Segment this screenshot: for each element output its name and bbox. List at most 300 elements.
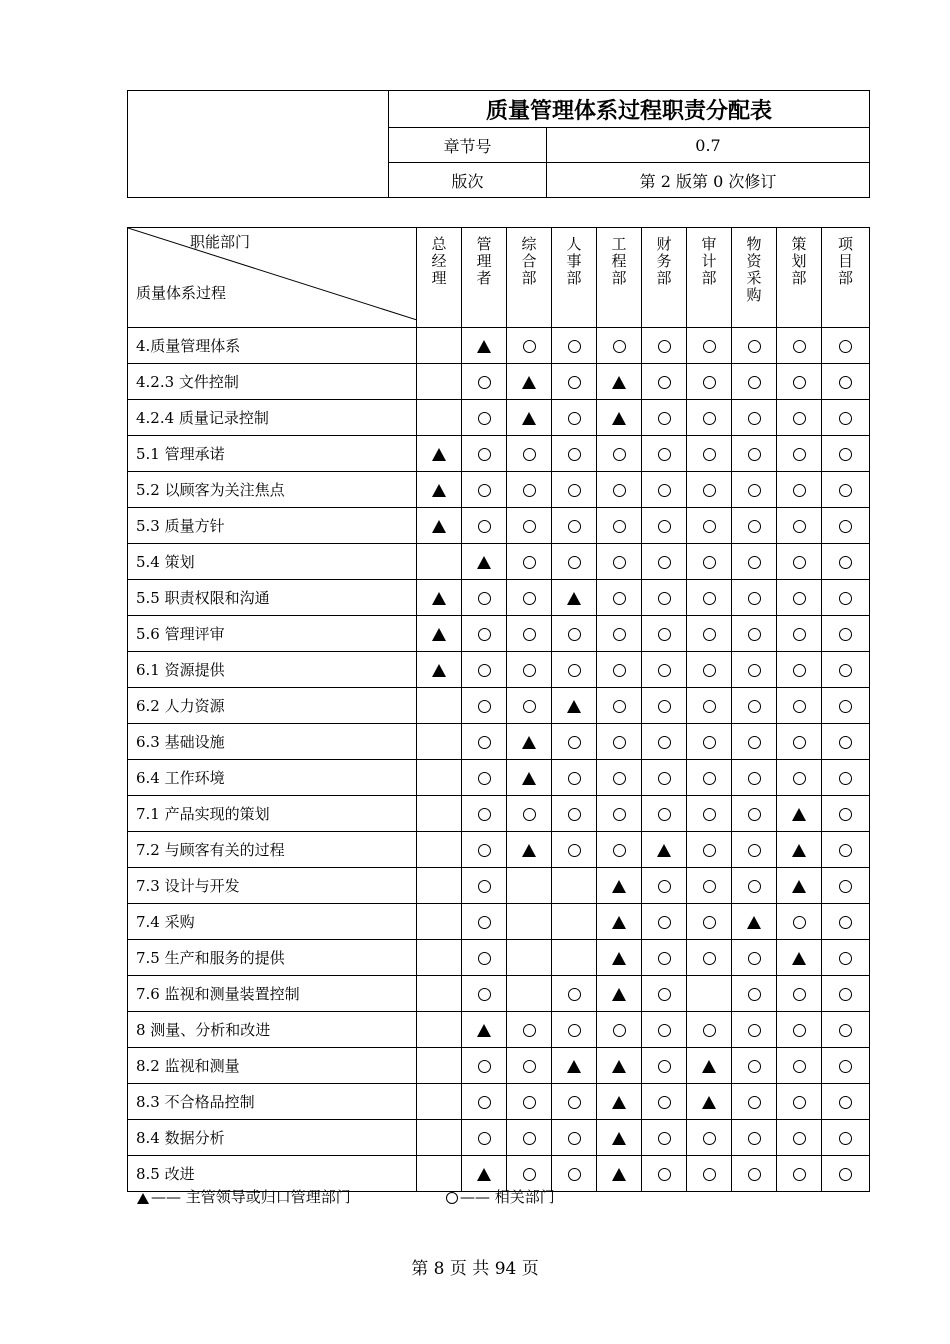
circle-icon	[703, 448, 716, 461]
circle-icon	[613, 592, 626, 605]
responsibility-cell	[417, 544, 462, 580]
responsibility-cell	[597, 688, 642, 724]
responsibility-cell	[462, 688, 507, 724]
circle-icon	[793, 556, 806, 569]
responsibility-cell	[732, 328, 777, 364]
version-label: 版次	[389, 163, 547, 198]
circle-icon	[613, 808, 626, 821]
circle-icon	[658, 556, 671, 569]
circle-icon	[523, 1060, 536, 1073]
triangle-icon	[612, 412, 626, 425]
responsibility-cell	[552, 760, 597, 796]
circle-icon	[839, 808, 852, 821]
process-name: 5.3 质量方针	[128, 508, 417, 544]
responsibility-cell	[507, 724, 552, 760]
responsibility-cell	[507, 1048, 552, 1084]
responsibility-cell	[507, 400, 552, 436]
circle-icon	[523, 1024, 536, 1037]
table-row	[128, 868, 870, 904]
circle-icon	[703, 916, 716, 929]
responsibility-cell	[822, 472, 870, 508]
department-name: 财务部	[656, 235, 672, 287]
circle-icon	[523, 1168, 536, 1181]
circle-icon	[703, 808, 716, 821]
department-header	[777, 228, 822, 328]
triangle-icon	[522, 844, 536, 857]
table-row	[128, 1084, 870, 1120]
circle-icon	[703, 1024, 716, 1037]
responsibility-cell	[462, 796, 507, 832]
circle-icon	[658, 340, 671, 353]
responsibility-cell	[642, 724, 687, 760]
responsibility-cell	[552, 652, 597, 688]
responsibility-cell	[597, 508, 642, 544]
circle-icon	[613, 484, 626, 497]
responsibility-cell	[642, 904, 687, 940]
responsibility-cell	[462, 940, 507, 976]
circle-icon	[748, 736, 761, 749]
responsibility-cell	[777, 400, 822, 436]
circle-icon	[748, 340, 761, 353]
circle-icon	[658, 952, 671, 965]
responsibility-cell	[417, 724, 462, 760]
logo-cell	[128, 91, 389, 198]
department-header	[687, 228, 732, 328]
circle-icon	[478, 952, 491, 965]
responsibility-cell	[687, 1012, 732, 1048]
triangle-icon	[612, 952, 626, 965]
process-name: 6.2 人力资源	[128, 688, 417, 724]
circle-icon	[658, 736, 671, 749]
responsibility-cell	[417, 976, 462, 1012]
circle-icon	[703, 880, 716, 893]
triangle-icon	[477, 556, 491, 569]
responsibility-cell	[507, 652, 552, 688]
process-name: 6.1 资源提供	[128, 652, 417, 688]
chapter-value: 0.7	[547, 128, 870, 163]
triangle-icon	[612, 1132, 626, 1145]
department-name: 综合部	[521, 235, 537, 287]
department-name: 物资采购	[746, 235, 762, 304]
circle-icon	[748, 412, 761, 425]
responsibility-cell	[462, 400, 507, 436]
circle-icon	[703, 844, 716, 857]
circle-icon	[793, 1060, 806, 1073]
responsibility-cell	[462, 724, 507, 760]
circle-icon	[478, 376, 491, 389]
responsibility-cell	[732, 364, 777, 400]
department-header	[597, 228, 642, 328]
circle-icon	[748, 880, 761, 893]
circle-icon	[478, 520, 491, 533]
responsibility-cell	[642, 832, 687, 868]
responsibility-cell	[732, 1084, 777, 1120]
responsibility-cell	[822, 796, 870, 832]
responsibility-cell	[462, 580, 507, 616]
circle-icon	[658, 1168, 671, 1181]
table-row	[128, 1120, 870, 1156]
responsibility-cell	[777, 652, 822, 688]
process-name: 8 测量、分析和改进	[128, 1012, 417, 1048]
table-row	[128, 796, 870, 832]
responsibility-cell	[822, 1120, 870, 1156]
department-header	[642, 228, 687, 328]
circle-icon	[703, 376, 716, 389]
responsibility-cell	[417, 508, 462, 544]
responsibility-cell	[552, 508, 597, 544]
circle-icon	[568, 1132, 581, 1145]
circle-icon	[478, 808, 491, 821]
responsibility-cell	[822, 832, 870, 868]
circle-icon	[839, 592, 852, 605]
responsibility-cell	[417, 904, 462, 940]
responsibility-cell	[687, 760, 732, 796]
circle-icon	[793, 340, 806, 353]
triangle-icon	[657, 844, 671, 857]
responsibility-cell	[597, 364, 642, 400]
circle-icon	[658, 520, 671, 533]
responsibility-cell	[552, 364, 597, 400]
table-row	[128, 904, 870, 940]
circle-icon	[568, 448, 581, 461]
circle-icon	[478, 664, 491, 677]
circle-icon	[613, 448, 626, 461]
table-row	[128, 616, 870, 652]
circle-icon	[523, 484, 536, 497]
responsibility-cell	[822, 328, 870, 364]
responsibility-cell	[687, 976, 732, 1012]
responsibility-cell	[597, 652, 642, 688]
circle-icon	[839, 700, 852, 713]
responsibility-cell	[822, 436, 870, 472]
circle-icon	[839, 1132, 852, 1145]
process-name: 8.2 监视和测量	[128, 1048, 417, 1084]
circle-icon	[568, 1024, 581, 1037]
circle-icon	[793, 664, 806, 677]
responsibility-cell	[642, 1120, 687, 1156]
responsibility-cell	[732, 400, 777, 436]
circle-icon	[478, 1096, 491, 1109]
responsibility-cell	[642, 760, 687, 796]
circle-icon	[793, 772, 806, 785]
circle-icon	[523, 520, 536, 533]
triangle-icon	[702, 1096, 716, 1109]
responsibility-cell	[552, 616, 597, 652]
table-row	[128, 652, 870, 688]
responsibility-cell	[597, 796, 642, 832]
circle-icon	[839, 736, 852, 749]
process-name: 8.3 不合格品控制	[128, 1084, 417, 1120]
responsibility-cell	[507, 940, 552, 976]
legend-related	[446, 1186, 555, 1207]
responsibility-cell	[777, 436, 822, 472]
responsibility-cell	[777, 868, 822, 904]
table-row	[128, 1048, 870, 1084]
process-name: 7.6 监视和测量装置控制	[128, 976, 417, 1012]
circle-icon	[793, 628, 806, 641]
circle-icon	[613, 664, 626, 677]
triangle-icon	[477, 340, 491, 353]
triangle-icon	[702, 1060, 716, 1073]
circle-icon	[658, 448, 671, 461]
triangle-icon	[432, 592, 446, 605]
circle-icon	[568, 736, 581, 749]
responsibility-cell	[552, 1048, 597, 1084]
responsibility-cell	[507, 328, 552, 364]
circle-icon	[793, 376, 806, 389]
triangle-icon	[137, 1193, 149, 1204]
responsibility-cell	[777, 508, 822, 544]
process-name: 7.2 与顾客有关的过程	[128, 832, 417, 868]
department-header	[552, 228, 597, 328]
circle-icon	[478, 628, 491, 641]
circle-icon	[839, 1168, 852, 1181]
responsibility-cell	[642, 1084, 687, 1120]
responsibility-cell	[597, 760, 642, 796]
circle-icon	[658, 412, 671, 425]
circle-icon	[703, 700, 716, 713]
responsibility-cell	[732, 832, 777, 868]
responsibility-cell	[462, 364, 507, 400]
responsibility-cell	[462, 1084, 507, 1120]
responsibility-cell	[507, 616, 552, 652]
circle-icon	[793, 520, 806, 533]
circle-icon	[613, 700, 626, 713]
circle-icon	[839, 988, 852, 1001]
responsibility-cell	[417, 364, 462, 400]
responsibility-cell	[552, 1120, 597, 1156]
circle-icon	[703, 412, 716, 425]
circle-icon	[613, 520, 626, 533]
circle-icon	[748, 448, 761, 461]
process-name: 8.4 数据分析	[128, 1120, 417, 1156]
legend-related-text: —— 相关部门	[460, 1188, 555, 1206]
responsibility-cell	[732, 724, 777, 760]
responsibility-cell	[462, 544, 507, 580]
circle-icon	[568, 1168, 581, 1181]
table-row	[128, 940, 870, 976]
table-row	[128, 724, 870, 760]
responsibility-cell	[687, 688, 732, 724]
responsibility-cell	[552, 832, 597, 868]
circle-icon	[793, 448, 806, 461]
circle-icon	[748, 1096, 761, 1109]
circle-icon	[478, 700, 491, 713]
responsibility-cell	[822, 544, 870, 580]
responsibility-cell	[417, 652, 462, 688]
circle-icon	[658, 484, 671, 497]
circle-icon	[748, 556, 761, 569]
responsibility-cell	[597, 436, 642, 472]
circle-icon	[703, 520, 716, 533]
responsibility-cell	[417, 616, 462, 652]
circle-icon	[748, 520, 761, 533]
circle-icon	[568, 772, 581, 785]
document-header-table	[127, 90, 870, 198]
circle-icon	[703, 736, 716, 749]
responsibility-cell	[687, 400, 732, 436]
responsibility-cell	[687, 580, 732, 616]
responsibility-cell	[642, 472, 687, 508]
document-title: 质量管理体系过程职责分配表	[389, 91, 870, 128]
responsibility-cell	[642, 652, 687, 688]
circle-icon	[658, 1060, 671, 1073]
circle-icon	[658, 1096, 671, 1109]
responsibility-cell	[732, 472, 777, 508]
responsibility-cell	[597, 1120, 642, 1156]
responsibility-cell	[642, 1048, 687, 1084]
triangle-icon	[747, 916, 761, 929]
triangle-icon	[567, 700, 581, 713]
responsibility-cell	[822, 868, 870, 904]
table-row	[128, 328, 870, 364]
diagonal-divider	[128, 228, 417, 320]
table-row	[128, 364, 870, 400]
responsibility-cell	[417, 1120, 462, 1156]
process-name: 5.1 管理承诺	[128, 436, 417, 472]
responsibility-cell	[417, 328, 462, 364]
circle-icon	[523, 628, 536, 641]
responsibility-cell	[732, 580, 777, 616]
responsibility-cell	[597, 400, 642, 436]
responsibility-cell	[732, 616, 777, 652]
circle-icon	[793, 1024, 806, 1037]
circle-icon	[613, 844, 626, 857]
responsibility-cell	[642, 616, 687, 652]
responsibility-cell	[777, 1084, 822, 1120]
responsibility-cell	[777, 1120, 822, 1156]
circle-icon	[658, 916, 671, 929]
circle-icon	[839, 412, 852, 425]
department-name: 审计部	[701, 235, 717, 287]
responsibility-cell	[417, 400, 462, 436]
circle-icon	[839, 484, 852, 497]
responsibility-cell	[462, 472, 507, 508]
responsibility-cell	[777, 364, 822, 400]
responsibility-cell	[687, 1156, 732, 1192]
process-name: 5.4 策划	[128, 544, 417, 580]
responsibility-cell	[417, 760, 462, 796]
circle-icon	[478, 448, 491, 461]
circle-icon	[839, 628, 852, 641]
legend-primary	[137, 1186, 351, 1207]
circle-icon	[568, 808, 581, 821]
circle-icon	[478, 1060, 491, 1073]
circle-icon	[523, 556, 536, 569]
circle-icon	[703, 952, 716, 965]
responsibility-cell	[642, 1012, 687, 1048]
circle-icon	[748, 1060, 761, 1073]
circle-icon	[703, 1132, 716, 1145]
circle-icon	[839, 772, 852, 785]
responsibility-cell	[417, 1048, 462, 1084]
triangle-icon	[612, 916, 626, 929]
process-name: 6.3 基础设施	[128, 724, 417, 760]
responsibility-cell	[777, 1156, 822, 1192]
responsibility-cell	[732, 796, 777, 832]
corner-bottom-label: 质量体系过程	[136, 284, 227, 302]
responsibility-cell	[822, 364, 870, 400]
responsibility-cell	[417, 868, 462, 904]
circle-icon	[658, 808, 671, 821]
responsibility-cell	[822, 1012, 870, 1048]
circle-icon	[793, 736, 806, 749]
responsibility-cell	[687, 796, 732, 832]
responsibility-cell	[822, 1156, 870, 1192]
process-name: 7.3 设计与开发	[128, 868, 417, 904]
table-row	[128, 832, 870, 868]
responsibility-cell	[642, 400, 687, 436]
responsibility-cell	[777, 976, 822, 1012]
responsibility-cell	[462, 328, 507, 364]
circle-icon	[839, 952, 852, 965]
circle-icon	[478, 772, 491, 785]
circle-icon	[523, 448, 536, 461]
department-header	[417, 228, 462, 328]
triangle-icon	[567, 592, 581, 605]
table-row	[128, 436, 870, 472]
circle-icon	[748, 1132, 761, 1145]
process-name: 8.5 改进	[128, 1156, 417, 1192]
responsibility-cell	[687, 1120, 732, 1156]
responsibility-cell	[777, 1048, 822, 1084]
circle-icon	[613, 772, 626, 785]
responsibility-cell	[822, 760, 870, 796]
department-name: 总经理	[431, 235, 447, 287]
circle-icon	[839, 1024, 852, 1037]
circle-icon	[658, 628, 671, 641]
responsibility-cell	[597, 1084, 642, 1120]
process-name: 6.4 工作环境	[128, 760, 417, 796]
responsibility-cell	[687, 616, 732, 652]
responsibility-cell	[777, 580, 822, 616]
responsibility-cell	[732, 868, 777, 904]
responsibility-cell	[507, 580, 552, 616]
circle-icon	[478, 484, 491, 497]
circle-icon	[658, 988, 671, 1001]
circle-icon	[523, 340, 536, 353]
circle-icon	[568, 340, 581, 353]
triangle-icon	[432, 628, 446, 641]
circle-icon	[568, 664, 581, 677]
responsibility-cell	[552, 400, 597, 436]
circle-icon	[748, 1024, 761, 1037]
responsibility-cell	[507, 868, 552, 904]
responsibility-cell	[417, 940, 462, 976]
triangle-icon	[612, 376, 626, 389]
responsibility-cell	[507, 1012, 552, 1048]
process-name: 4.2.4 质量记录控制	[128, 400, 417, 436]
circle-icon	[523, 592, 536, 605]
responsibility-cell	[732, 688, 777, 724]
responsibility-cell	[777, 940, 822, 976]
responsibility-cell	[462, 868, 507, 904]
responsibility-cell	[732, 1012, 777, 1048]
responsibility-cell	[597, 868, 642, 904]
circle-icon	[748, 952, 761, 965]
responsibility-cell	[687, 868, 732, 904]
table-row	[128, 400, 870, 436]
circle-icon	[748, 376, 761, 389]
process-name: 7.1 产品实现的策划	[128, 796, 417, 832]
responsibility-cell	[507, 1120, 552, 1156]
circle-icon	[839, 1060, 852, 1073]
responsibility-cell	[507, 436, 552, 472]
responsibility-cell	[777, 904, 822, 940]
responsibility-cell	[822, 1048, 870, 1084]
responsibility-cell	[462, 832, 507, 868]
responsibility-cell	[417, 436, 462, 472]
